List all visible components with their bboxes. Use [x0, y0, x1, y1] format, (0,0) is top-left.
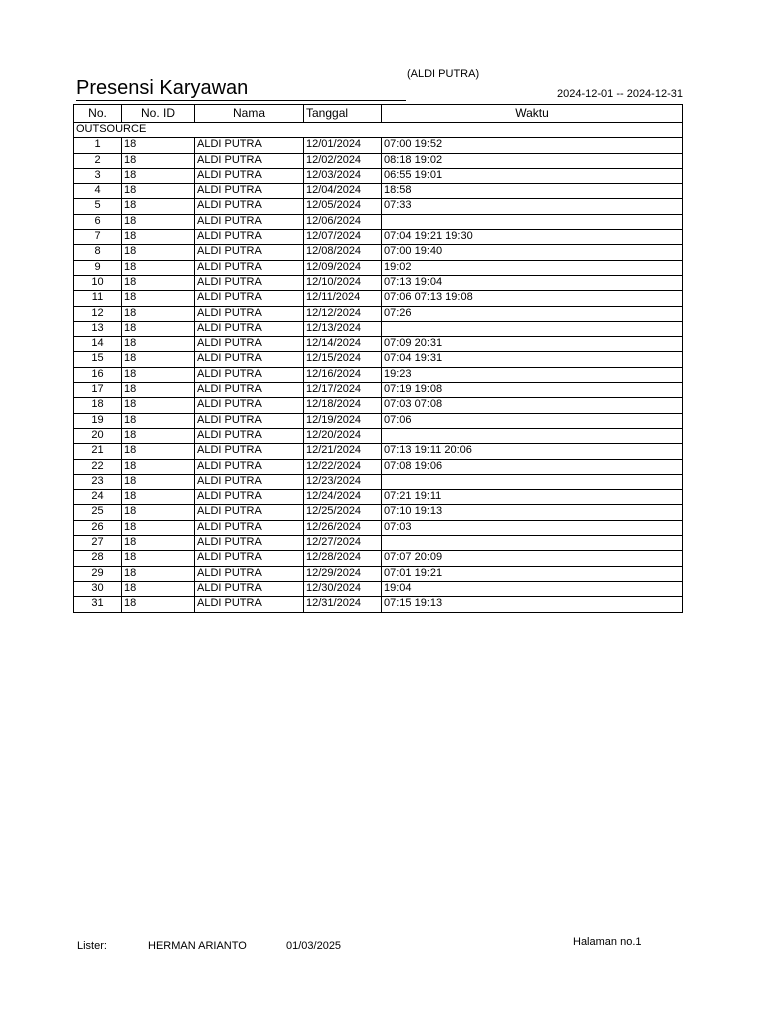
cell-id: 18 — [122, 367, 195, 382]
cell-nama: ALDI PUTRA — [195, 520, 304, 535]
table-row — [74, 413, 683, 428]
cell-nama: ALDI PUTRA — [195, 367, 304, 382]
cell-tanggal: 12/13/2024 — [304, 321, 382, 336]
table-row — [74, 581, 683, 596]
cell-tanggal: 12/08/2024 — [304, 245, 382, 260]
column-header-nama: Nama — [195, 105, 304, 123]
table-row — [74, 597, 683, 612]
cell-id: 18 — [122, 581, 195, 596]
cell-nama: ALDI PUTRA — [195, 398, 304, 413]
cell-no: 6 — [74, 214, 122, 229]
cell-tanggal: 12/20/2024 — [304, 428, 382, 443]
cell-nama: ALDI PUTRA — [195, 413, 304, 428]
table-row — [74, 398, 683, 413]
table-row — [74, 275, 683, 290]
cell-no: 1 — [74, 138, 122, 153]
cell-nama: ALDI PUTRA — [195, 428, 304, 443]
cell-waktu: 07:00 19:40 — [382, 245, 683, 260]
table-row — [74, 383, 683, 398]
cell-id: 18 — [122, 444, 195, 459]
group-label: OUTSOURCE — [74, 123, 683, 138]
cell-waktu: 07:01 19:21 — [382, 566, 683, 581]
cell-no: 23 — [74, 474, 122, 489]
cell-no: 19 — [74, 413, 122, 428]
table-row — [74, 566, 683, 581]
footer-lister-name: HERMAN ARIANTO — [148, 940, 247, 952]
cell-tanggal: 12/14/2024 — [304, 337, 382, 352]
table-row — [74, 474, 683, 489]
cell-waktu: 07:10 19:13 — [382, 505, 683, 520]
cell-no: 28 — [74, 551, 122, 566]
table-row — [74, 291, 683, 306]
cell-id: 18 — [122, 536, 195, 551]
cell-id: 18 — [122, 459, 195, 474]
cell-nama: ALDI PUTRA — [195, 566, 304, 581]
cell-nama: ALDI PUTRA — [195, 352, 304, 367]
cell-tanggal: 12/22/2024 — [304, 459, 382, 474]
cell-waktu: 07:19 19:08 — [382, 383, 683, 398]
cell-no: 16 — [74, 367, 122, 382]
cell-tanggal: 12/12/2024 — [304, 306, 382, 321]
cell-no: 13 — [74, 321, 122, 336]
cell-no: 20 — [74, 428, 122, 443]
cell-no: 4 — [74, 184, 122, 199]
date-range: 2024-12-01 -- 2024-12-31 — [557, 88, 683, 100]
cell-waktu: 07:06 — [382, 413, 683, 428]
cell-nama: ALDI PUTRA — [195, 184, 304, 199]
cell-nama: ALDI PUTRA — [195, 337, 304, 352]
cell-tanggal: 12/01/2024 — [304, 138, 382, 153]
cell-no: 3 — [74, 168, 122, 183]
cell-id: 18 — [122, 138, 195, 153]
cell-no: 9 — [74, 260, 122, 275]
cell-id: 18 — [122, 168, 195, 183]
attendance-table — [73, 104, 683, 613]
cell-nama: ALDI PUTRA — [195, 536, 304, 551]
cell-id: 18 — [122, 398, 195, 413]
cell-tanggal: 12/23/2024 — [304, 474, 382, 489]
cell-nama: ALDI PUTRA — [195, 260, 304, 275]
cell-no: 18 — [74, 398, 122, 413]
cell-no: 17 — [74, 383, 122, 398]
cell-id: 18 — [122, 597, 195, 612]
cell-tanggal: 12/04/2024 — [304, 184, 382, 199]
cell-tanggal: 12/02/2024 — [304, 153, 382, 168]
cell-tanggal: 12/03/2024 — [304, 168, 382, 183]
cell-no: 27 — [74, 536, 122, 551]
cell-waktu: 07:15 19:13 — [382, 597, 683, 612]
cell-nama: ALDI PUTRA — [195, 474, 304, 489]
cell-waktu: 07:33 — [382, 199, 683, 214]
cell-waktu: 19:23 — [382, 367, 683, 382]
table-row — [74, 321, 683, 336]
cell-waktu — [382, 214, 683, 229]
cell-tanggal: 12/18/2024 — [304, 398, 382, 413]
cell-id: 18 — [122, 214, 195, 229]
cell-id: 18 — [122, 291, 195, 306]
cell-no: 29 — [74, 566, 122, 581]
cell-id: 18 — [122, 352, 195, 367]
cell-no: 21 — [74, 444, 122, 459]
cell-tanggal: 12/09/2024 — [304, 260, 382, 275]
cell-waktu: 07:06 07:13 19:08 — [382, 291, 683, 306]
cell-id: 18 — [122, 520, 195, 535]
cell-nama: ALDI PUTRA — [195, 168, 304, 183]
cell-tanggal: 12/21/2024 — [304, 444, 382, 459]
cell-nama: ALDI PUTRA — [195, 490, 304, 505]
cell-id: 18 — [122, 245, 195, 260]
cell-no: 22 — [74, 459, 122, 474]
cell-waktu — [382, 428, 683, 443]
table-row — [74, 214, 683, 229]
cell-nama: ALDI PUTRA — [195, 597, 304, 612]
cell-waktu — [382, 536, 683, 551]
cell-no: 10 — [74, 275, 122, 290]
cell-waktu: 08:18 19:02 — [382, 153, 683, 168]
cell-waktu: 07:03 — [382, 520, 683, 535]
cell-waktu: 07:08 19:06 — [382, 459, 683, 474]
employee-name-header: (ALDI PUTRA) — [407, 68, 480, 80]
cell-id: 18 — [122, 428, 195, 443]
cell-nama: ALDI PUTRA — [195, 444, 304, 459]
footer-page-number: Halaman no.1 — [573, 936, 642, 948]
cell-tanggal: 12/10/2024 — [304, 275, 382, 290]
cell-waktu: 07:09 20:31 — [382, 337, 683, 352]
table-row — [74, 260, 683, 275]
cell-waktu: 07:04 19:31 — [382, 352, 683, 367]
cell-waktu: 07:21 19:11 — [382, 490, 683, 505]
report-title: Presensi Karyawan — [76, 76, 406, 101]
cell-id: 18 — [122, 184, 195, 199]
cell-waktu: 06:55 19:01 — [382, 168, 683, 183]
cell-nama: ALDI PUTRA — [195, 275, 304, 290]
cell-waktu: 07:00 19:52 — [382, 138, 683, 153]
cell-tanggal: 12/27/2024 — [304, 536, 382, 551]
cell-tanggal: 12/30/2024 — [304, 581, 382, 596]
cell-id: 18 — [122, 260, 195, 275]
cell-id: 18 — [122, 306, 195, 321]
cell-nama: ALDI PUTRA — [195, 306, 304, 321]
group-row — [74, 123, 683, 138]
table-row — [74, 536, 683, 551]
cell-tanggal: 12/29/2024 — [304, 566, 382, 581]
cell-nama: ALDI PUTRA — [195, 321, 304, 336]
cell-id: 18 — [122, 337, 195, 352]
cell-nama: ALDI PUTRA — [195, 551, 304, 566]
cell-no: 12 — [74, 306, 122, 321]
cell-no: 24 — [74, 490, 122, 505]
cell-no: 15 — [74, 352, 122, 367]
table-row — [74, 490, 683, 505]
table-row — [74, 551, 683, 566]
cell-no: 26 — [74, 520, 122, 535]
cell-no: 7 — [74, 230, 122, 245]
cell-no: 8 — [74, 245, 122, 260]
cell-waktu: 07:03 07:08 — [382, 398, 683, 413]
cell-waktu — [382, 321, 683, 336]
cell-id: 18 — [122, 566, 195, 581]
cell-id: 18 — [122, 413, 195, 428]
table-row — [74, 444, 683, 459]
table-row — [74, 337, 683, 352]
cell-waktu: 19:02 — [382, 260, 683, 275]
cell-tanggal: 12/28/2024 — [304, 551, 382, 566]
footer-date: 01/03/2025 — [286, 940, 342, 952]
cell-tanggal: 12/31/2024 — [304, 597, 382, 612]
cell-waktu: 07:13 19:11 20:06 — [382, 444, 683, 459]
cell-id: 18 — [122, 275, 195, 290]
column-header-waktu: Waktu — [382, 105, 683, 123]
cell-waktu: 18:58 — [382, 184, 683, 199]
table-row — [74, 306, 683, 321]
cell-nama: ALDI PUTRA — [195, 199, 304, 214]
cell-tanggal: 12/16/2024 — [304, 367, 382, 382]
table-row — [74, 505, 683, 520]
cell-no: 14 — [74, 337, 122, 352]
table-row — [74, 367, 683, 382]
cell-tanggal: 12/19/2024 — [304, 413, 382, 428]
cell-nama: ALDI PUTRA — [195, 153, 304, 168]
cell-id: 18 — [122, 383, 195, 398]
cell-waktu: 07:13 19:04 — [382, 275, 683, 290]
cell-nama: ALDI PUTRA — [195, 383, 304, 398]
table-row — [74, 459, 683, 474]
cell-nama: ALDI PUTRA — [195, 581, 304, 596]
table-row — [74, 153, 683, 168]
cell-nama: ALDI PUTRA — [195, 291, 304, 306]
cell-tanggal: 12/24/2024 — [304, 490, 382, 505]
column-header-no: No. — [74, 105, 122, 123]
cell-id: 18 — [122, 474, 195, 489]
cell-id: 18 — [122, 230, 195, 245]
table-row — [74, 168, 683, 183]
table-row — [74, 230, 683, 245]
cell-id: 18 — [122, 490, 195, 505]
cell-tanggal: 12/07/2024 — [304, 230, 382, 245]
column-header-tanggal: Tanggal — [304, 105, 382, 123]
table-row — [74, 245, 683, 260]
cell-no: 30 — [74, 581, 122, 596]
cell-id: 18 — [122, 551, 195, 566]
cell-waktu: 07:07 20:09 — [382, 551, 683, 566]
table-row — [74, 138, 683, 153]
cell-tanggal: 12/25/2024 — [304, 505, 382, 520]
cell-no: 5 — [74, 199, 122, 214]
cell-no: 31 — [74, 597, 122, 612]
cell-tanggal: 12/17/2024 — [304, 383, 382, 398]
cell-nama: ALDI PUTRA — [195, 230, 304, 245]
cell-no: 25 — [74, 505, 122, 520]
cell-no: 2 — [74, 153, 122, 168]
cell-nama: ALDI PUTRA — [195, 245, 304, 260]
cell-id: 18 — [122, 153, 195, 168]
table-row — [74, 199, 683, 214]
cell-id: 18 — [122, 199, 195, 214]
table-row — [74, 428, 683, 443]
footer-lister-label: Lister: — [77, 940, 107, 952]
cell-tanggal: 12/11/2024 — [304, 291, 382, 306]
cell-nama: ALDI PUTRA — [195, 505, 304, 520]
table-row — [74, 520, 683, 535]
cell-id: 18 — [122, 505, 195, 520]
cell-id: 18 — [122, 321, 195, 336]
cell-nama: ALDI PUTRA — [195, 138, 304, 153]
cell-no: 11 — [74, 291, 122, 306]
cell-tanggal: 12/26/2024 — [304, 520, 382, 535]
cell-waktu: 19:04 — [382, 581, 683, 596]
table-row — [74, 352, 683, 367]
cell-waktu: 07:26 — [382, 306, 683, 321]
cell-nama: ALDI PUTRA — [195, 214, 304, 229]
table-row — [74, 184, 683, 199]
cell-nama: ALDI PUTRA — [195, 459, 304, 474]
column-header-id: No. ID — [122, 105, 195, 123]
cell-tanggal: 12/15/2024 — [304, 352, 382, 367]
cell-waktu — [382, 474, 683, 489]
cell-tanggal: 12/06/2024 — [304, 214, 382, 229]
cell-tanggal: 12/05/2024 — [304, 199, 382, 214]
cell-waktu: 07:04 19:21 19:30 — [382, 230, 683, 245]
table-header-row — [74, 105, 683, 123]
